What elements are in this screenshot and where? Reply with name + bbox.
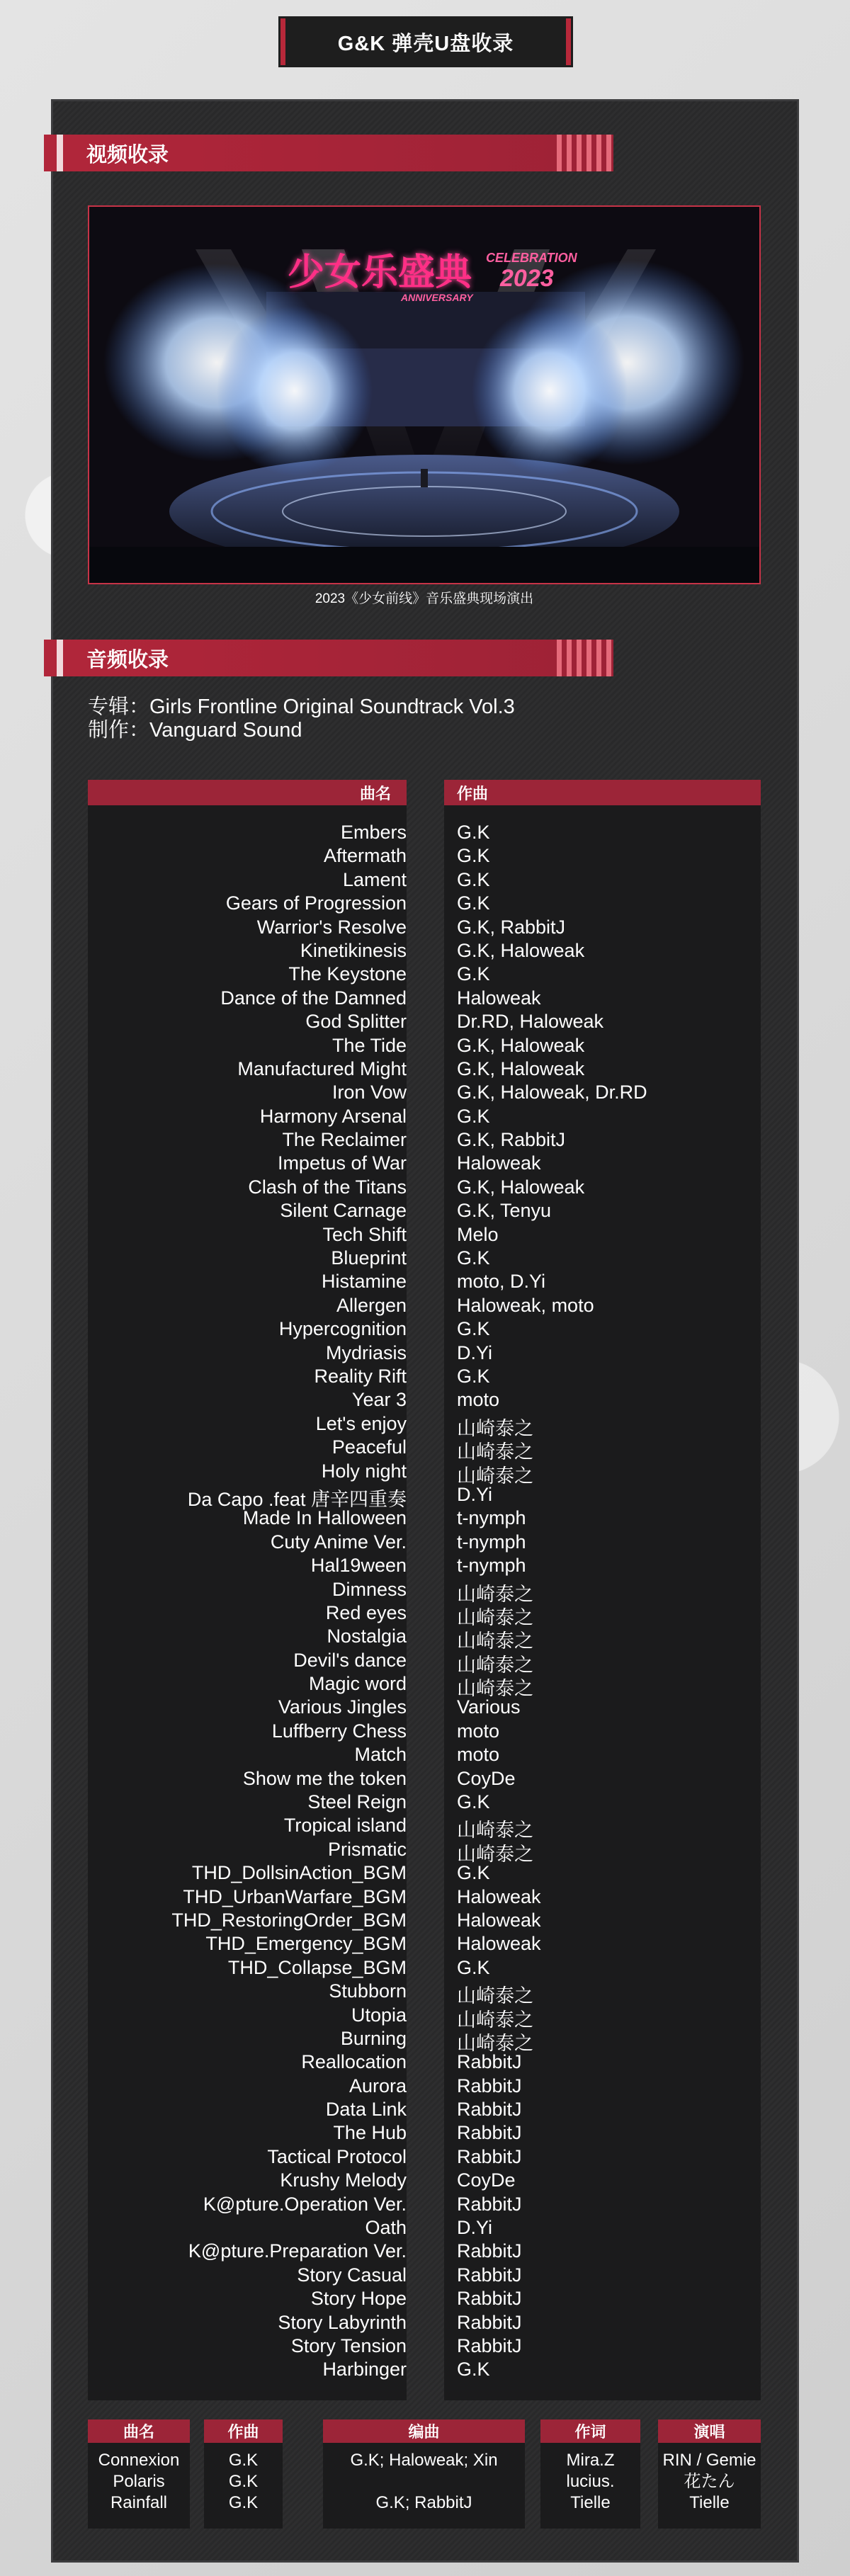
track-composer: 山崎泰之	[457, 1465, 533, 1487]
credit-title: Polaris	[113, 2472, 165, 2491]
track-name: Tech Shift	[322, 1223, 407, 1245]
table-row	[88, 1649, 761, 1676]
track-composer: moto	[457, 1389, 500, 1411]
table-row	[88, 1295, 761, 1318]
table-row	[88, 1578, 761, 1605]
track-composer: G.K	[457, 1862, 490, 1884]
track-composer: RabbitJ	[457, 2311, 522, 2333]
track-composer: G.K	[457, 1791, 490, 1813]
credits-composers-cell	[204, 2443, 283, 2529]
track-name: Silent Carnage	[280, 1200, 407, 1222]
track-composer: RabbitJ	[457, 2099, 522, 2121]
track-composer: 山崎泰之	[457, 1843, 533, 1865]
table-row	[88, 1436, 761, 1463]
track-composer: Haloweak	[457, 1885, 541, 1907]
track-composer: G.K, RabbitJ	[457, 1129, 566, 1151]
table-row	[88, 1791, 761, 1815]
track-name: Luffberry Chess	[271, 1720, 407, 1742]
track-composer: t-nymph	[457, 1555, 526, 1577]
track-composer: 山崎泰之	[457, 1606, 533, 1628]
credit-vocalist: RIN / Gemie	[662, 2451, 756, 2470]
table-row	[88, 1247, 761, 1271]
track-composer: CoyDe	[457, 1767, 516, 1789]
credit-arranger: G.K; Haloweak; Xin	[350, 2451, 498, 2470]
track-name: Aftermath	[323, 845, 407, 867]
table-row	[88, 2169, 761, 2193]
table-row	[88, 1744, 761, 1767]
credit-lyricist: Tielle	[570, 2493, 611, 2512]
table-row	[88, 1720, 761, 1744]
track-composer: G.K, Haloweak	[457, 1034, 585, 1056]
table-row	[88, 1933, 761, 1956]
track-composer: moto	[457, 1720, 500, 1742]
track-name: Steel Reign	[307, 1791, 407, 1813]
album-info: 专辑：Girls Frontline Original Soundtrack Vol.3	[88, 696, 515, 718]
track-name: Show me the token	[242, 1767, 407, 1789]
table-row	[88, 1957, 761, 1980]
track-composer: RabbitJ	[457, 2335, 522, 2356]
track-name: Mydriasis	[325, 1341, 407, 1363]
credit-title: Rainfall	[110, 2493, 168, 2512]
table-row	[88, 1152, 761, 1176]
table-row	[88, 2122, 761, 2145]
track-name: Impetus of War	[277, 1152, 407, 1174]
table-row	[88, 1366, 761, 1389]
table-row	[88, 1200, 761, 1223]
credit-lyricist: lucius.	[566, 2472, 615, 2491]
track-composer: Various	[457, 1696, 521, 1718]
credits-vocalists-cell	[658, 2443, 761, 2529]
table-row	[88, 845, 761, 868]
track-composer: RabbitJ	[457, 2193, 522, 2215]
track-name: Year 3	[351, 1389, 407, 1411]
track-composer: G.K, Haloweak	[457, 939, 585, 961]
track-name: Oath	[365, 2217, 407, 2239]
table-row	[88, 1507, 761, 1531]
table-row	[88, 2240, 761, 2264]
track-name: Red eyes	[325, 1601, 407, 1623]
track-composer: Melo	[457, 1223, 499, 1245]
table-row	[88, 2312, 761, 2335]
track-composer: RabbitJ	[457, 2264, 522, 2286]
track-composer: D.Yi	[457, 1341, 493, 1363]
table-row	[88, 2051, 761, 2075]
table-row	[88, 1058, 761, 1082]
track-composer: Haloweak	[457, 1933, 541, 1955]
credits-titles-cell	[88, 2443, 190, 2529]
track-composer: G.K	[457, 1318, 490, 1340]
track-name: Clash of the Titans	[248, 1176, 407, 1198]
table-row	[88, 1625, 761, 1652]
table-row	[88, 1035, 761, 1058]
table-row	[88, 1555, 761, 1578]
video-section-header	[44, 135, 613, 171]
track-composer: RabbitJ	[457, 2288, 522, 2310]
track-name: Warrior's Resolve	[256, 916, 407, 938]
table-row	[88, 1862, 761, 1885]
track-composer: CoyDe	[457, 2169, 516, 2191]
table-row	[88, 2264, 761, 2288]
table-row	[88, 2027, 761, 2054]
track-name: Dance of the Damned	[220, 987, 407, 1009]
track-name: Reallocation	[301, 2051, 407, 2073]
track-composer: G.K	[457, 1105, 490, 1127]
track-name: THD_DollsinAction_BGM	[191, 1862, 407, 1884]
audio-section-header	[44, 640, 613, 676]
track-name: Hypercognition	[278, 1318, 407, 1340]
track-composer: G.K, Haloweak	[457, 1176, 585, 1198]
credits-header-arranger: 编曲	[323, 2419, 525, 2443]
credits-lyricists-cell	[540, 2443, 640, 2529]
credit-vocalist: Tielle	[689, 2493, 730, 2512]
table-row	[88, 1886, 761, 1910]
track-composer: G.K	[457, 2359, 490, 2381]
track-composer: Haloweak	[457, 987, 541, 1009]
table-row	[88, 2194, 761, 2217]
track-composer: t-nymph	[457, 1507, 526, 1529]
credit-composer: G.K	[228, 2451, 259, 2470]
track-composer: RabbitJ	[457, 2145, 522, 2167]
track-composer: D.Yi	[457, 2217, 493, 2239]
track-composer: 山崎泰之	[457, 1654, 533, 1676]
credits-header-title: 曲名	[88, 2419, 190, 2443]
track-name: Burning	[340, 2027, 407, 2049]
track-name: Tropical island	[283, 1815, 407, 1837]
table-row	[88, 1483, 761, 1510]
track-name: THD_Emergency_BGM	[205, 1933, 407, 1955]
track-name: K@pture.Preparation Ver.	[188, 2240, 407, 2262]
credit-arranger	[323, 2471, 525, 2492]
track-name: Made In Halloween	[242, 1507, 407, 1529]
producer-info: 制作：Vanguard Sound	[88, 719, 302, 742]
video-banner-year: 2023	[500, 265, 554, 292]
table-row	[88, 1768, 761, 1791]
table-row	[88, 2335, 761, 2359]
credits-header-composer: 作曲	[204, 2419, 283, 2443]
table-row	[88, 1815, 761, 1842]
credits-header-vocalist: 演唱	[658, 2419, 761, 2443]
track-composer: Haloweak, moto	[457, 1294, 594, 1316]
track-name: Match	[354, 1744, 407, 1766]
table-row	[88, 2217, 761, 2240]
credits-header-lyricist: 作词	[540, 2419, 640, 2443]
table-row	[88, 1673, 761, 1700]
track-name: Iron Vow	[332, 1082, 407, 1103]
track-name: K@pture.Operation Ver.	[203, 2193, 407, 2215]
track-name: Data Link	[325, 2099, 407, 2121]
table-row	[88, 1601, 761, 1628]
composer-column-header: 作曲	[444, 780, 761, 805]
track-name: Utopia	[351, 2004, 407, 2026]
table-row	[88, 892, 761, 916]
track-name: Devil's dance	[293, 1649, 407, 1671]
track-name: Story Hope	[310, 2288, 407, 2310]
track-name: THD_UrbanWarfare_BGM	[183, 1885, 407, 1907]
track-name: Allergen	[336, 1294, 407, 1316]
header-stripes-decoration	[557, 135, 613, 171]
track-composer: moto, D.Yi	[457, 1271, 546, 1293]
track-composer: 山崎泰之	[457, 2009, 533, 2031]
track-name: Story Labyrinth	[278, 2311, 407, 2333]
table-row	[88, 940, 761, 963]
table-row	[88, 1412, 761, 1439]
track-name: Tactical Protocol	[267, 2145, 407, 2167]
track-name: Story Tension	[290, 2335, 407, 2356]
table-row	[88, 1910, 761, 1933]
track-name: Reality Rift	[314, 1365, 407, 1387]
table-row	[88, 2359, 761, 2382]
track-composer: RabbitJ	[457, 2075, 522, 2096]
track-composer: 山崎泰之	[457, 1985, 533, 2007]
track-composer: G.K, Tenyu	[457, 1200, 552, 1222]
track-name: The Reclaimer	[282, 1129, 407, 1151]
track-composer: RabbitJ	[457, 2051, 522, 2073]
track-name: The Keystone	[288, 963, 407, 985]
video-banner-anniversary: ANNIVERSARY	[401, 292, 473, 303]
video-section-title: 视频收录	[86, 143, 169, 166]
track-composer: G.K, Haloweak, Dr.RD	[457, 1082, 647, 1103]
table-row	[88, 1011, 761, 1034]
table-row	[88, 2099, 761, 2122]
track-list	[88, 822, 761, 2383]
track-composer: moto	[457, 1744, 500, 1766]
table-row	[88, 917, 761, 940]
track-composer: G.K	[457, 1365, 490, 1387]
track-name: Cuty Anime Ver.	[270, 1531, 407, 1553]
track-name: Let's enjoy	[315, 1412, 407, 1434]
track-composer: G.K	[457, 868, 490, 890]
track-composer: 山崎泰之	[457, 2032, 533, 2054]
video-banner-celebration: CELEBRATION	[486, 251, 577, 265]
track-composer: Haloweak	[457, 1909, 541, 1931]
track-composer: 山崎泰之	[457, 1417, 533, 1439]
track-composer: 山崎泰之	[457, 1441, 533, 1463]
track-composer: G.K	[457, 1247, 490, 1269]
credit-lyricist: Mira.Z	[566, 2451, 615, 2470]
track-composer: RabbitJ	[457, 2240, 522, 2262]
track-name: Kinetikinesis	[300, 939, 407, 961]
table-row	[88, 1838, 761, 1865]
track-name: Aurora	[348, 2075, 407, 2096]
track-name: Stubborn	[329, 1980, 407, 2002]
table-row	[88, 869, 761, 892]
track-composer: Dr.RD, Haloweak	[457, 1011, 604, 1033]
concert-video-thumbnail[interactable]	[88, 205, 761, 584]
track-composer: Haloweak	[457, 1152, 541, 1174]
track-name: Lament	[342, 868, 407, 890]
track-composer: G.K	[457, 892, 490, 914]
audio-section-title: 音频收录	[86, 648, 169, 671]
track-name: Prismatic	[327, 1838, 407, 1860]
table-row	[88, 1106, 761, 1129]
table-row	[88, 1342, 761, 1366]
track-name: Story Casual	[297, 2264, 407, 2286]
credits-arrangers-cell	[323, 2443, 525, 2529]
track-name: Da Capo .feat 唐辛四重奏	[187, 1488, 407, 1510]
table-row	[88, 1318, 761, 1341]
track-name: Histamine	[321, 1271, 407, 1293]
track-composer: 山崎泰之	[457, 1630, 533, 1652]
track-name: Dimness	[332, 1578, 407, 1600]
track-composer: 山崎泰之	[457, 1678, 533, 1700]
track-name: God Splitter	[305, 1011, 407, 1033]
track-name: Blueprint	[331, 1247, 407, 1269]
track-name: Harbinger	[322, 2359, 407, 2381]
track-composer: G.K	[457, 1956, 490, 1978]
track-name: Peaceful	[332, 1436, 407, 1458]
track-composer: G.K	[457, 822, 490, 843]
credit-title: Connexion	[98, 2451, 180, 2470]
table-row	[88, 2004, 761, 2031]
track-name: Holy night	[321, 1460, 407, 1482]
table-row	[88, 987, 761, 1011]
page-title: G&K 弹壳U盘收录	[280, 18, 571, 65]
table-row	[88, 1460, 761, 1487]
track-composer: t-nymph	[457, 1531, 526, 1553]
track-composer: 山崎泰之	[457, 1820, 533, 1842]
track-name: The Hub	[333, 2122, 407, 2144]
credit-composer: G.K	[228, 2472, 259, 2491]
track-name-column-header: 曲名	[88, 780, 407, 805]
table-row	[88, 1271, 761, 1294]
track-name: THD_Collapse_BGM	[227, 1956, 407, 1978]
track-name: Hal19ween	[310, 1555, 407, 1577]
track-composer: D.Yi	[457, 1483, 493, 1505]
table-row	[88, 1696, 761, 1720]
header-stripes-decoration	[557, 640, 613, 676]
track-name: Embers	[340, 822, 407, 843]
track-name: Krushy Melody	[280, 2169, 407, 2191]
track-name: Magic word	[308, 1673, 407, 1695]
track-composer: G.K	[457, 963, 490, 985]
track-composer: G.K, Haloweak	[457, 1057, 585, 1079]
table-row	[88, 1224, 761, 1247]
track-name: Manufactured Might	[237, 1057, 407, 1079]
track-composer: 山崎泰之	[457, 1583, 533, 1605]
track-composer: G.K	[457, 845, 490, 867]
table-row	[88, 1082, 761, 1105]
table-row	[88, 822, 761, 845]
track-name: Harmony Arsenal	[259, 1105, 407, 1127]
track-composer: RabbitJ	[457, 2122, 522, 2144]
table-row	[88, 963, 761, 987]
table-row	[88, 1531, 761, 1555]
track-name: THD_RestoringOrder_BGM	[171, 1909, 407, 1931]
table-row	[88, 1129, 761, 1152]
video-banner-title: 少女乐盛典	[288, 251, 472, 294]
credit-vocalist: 花たん	[684, 2472, 735, 2491]
table-row	[88, 1389, 761, 1412]
table-row	[88, 1176, 761, 1200]
credit-arranger: G.K; RabbitJ	[375, 2493, 472, 2512]
video-caption: 2023《少女前线》音乐盛典现场演出	[314, 591, 534, 606]
track-name: Various Jingles	[278, 1696, 407, 1718]
table-row	[88, 2288, 761, 2311]
credit-composer: G.K	[228, 2493, 259, 2512]
table-row	[88, 1980, 761, 2007]
track-name: The Tide	[332, 1034, 407, 1056]
table-row	[88, 2075, 761, 2099]
track-name: Gears of Progression	[225, 892, 407, 914]
track-name: Nostalgia	[327, 1625, 407, 1647]
table-row	[88, 2146, 761, 2169]
track-composer: G.K, RabbitJ	[457, 916, 566, 938]
